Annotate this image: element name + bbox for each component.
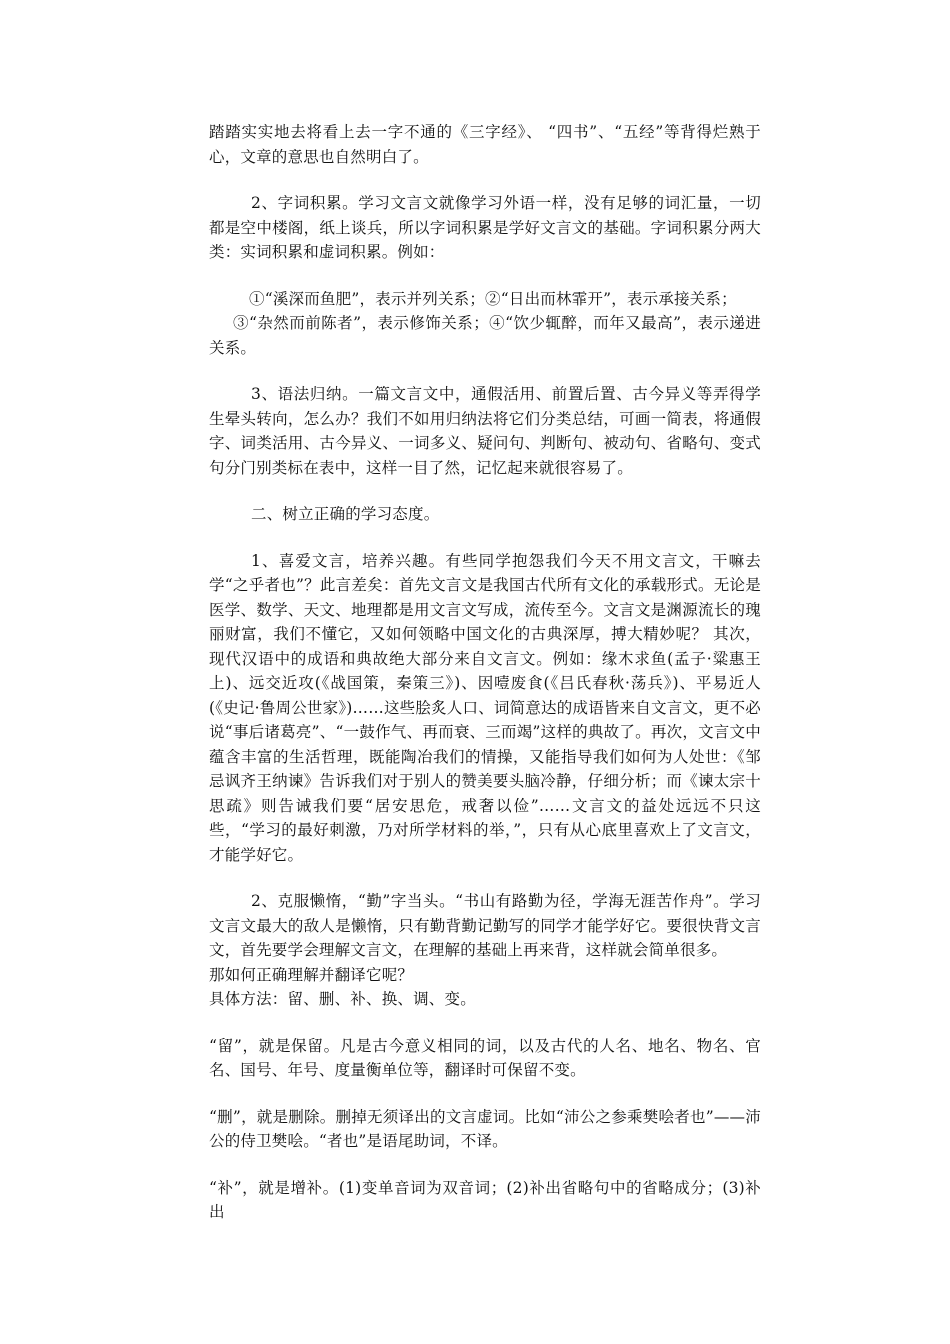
example-list — [209, 287, 761, 361]
paragraph-method-delete: “删”，就是删除。删掉无须译出的文言虚词。比如“沛公之参乘樊哙者也”——沛公的侍卫樊哙。“者也”是语尾助词，不译。 — [209, 1107, 761, 1150]
example-line-2: ③“杂然而前陈者”，表示修饰关系；④“饮少辄醉，而年又最高”，表示递进关系。 — [209, 314, 761, 357]
paragraph-recitation-end: 踏踏实实地去将看上去一字不通的《三字经》、 “四书”、“五经”等背得烂熟于心，文章的意思也自然明白了。 — [209, 123, 761, 166]
paragraph-vocabulary-accumulation: 2、字词积累。学习文言文就像学习外语一样，没有足够的词汇量，一切都是空中楼阁，纸上谈兵，所以字词积累是学好文言文的基础。字词积累分两大类：实词积累和虚词积累。例如： — [209, 194, 761, 261]
section-heading-attitude: 二、树立正确的学习态度。 — [251, 505, 440, 523]
document-body — [209, 120, 761, 1225]
paragraph-overcome-laziness: 2、克服懒惰，“勤”字当头。“书山有路勤为径，学海无涯苦作舟”。学习文言文最大的敌人是懒惰，只有勤背勤记勤写的同学才能学好它。要很快背文言文，首先要学会理解文言文，在理解的基础上再来背，这样就会简单很多。 — [209, 892, 761, 959]
paragraph-methods: 具体方法：留、删、补、换、调、变。 — [209, 990, 476, 1008]
example-line-1: ①“溪深而鱼肥”，表示并列关系；②“日出而林霏开”，表示承接关系； — [249, 289, 737, 308]
paragraph-how-to-translate: 那如何正确理解并翻译它呢？ — [209, 965, 414, 984]
paragraph-grammar-induction: 3、语法归纳。一篇文言文中，通假活用、前置后置、古今异义等弄得学生晕头转向，怎么办？我们不如用归纳法将它们分类总结，可画一简表，将通假字、词类活用、古今异义、一词多义、疑问句、判断句、被动句、省略句、变式句分门别类标在表中，这样一目了然，记忆起来就很容易了。 — [209, 385, 761, 477]
paragraph-method-keep: “留”，就是保留。凡是古今意义相同的词，以及古代的人名、地名、物名、官名、国号、年号、度量衡单位等，翻译时可保留不变。 — [209, 1036, 761, 1079]
paragraph-love-classical-chinese: 1、喜爱文言，培养兴趣。有些同学抱怨我们今天不用文言文，干嘛去学“之乎者也”？此言差矣：首先文言文是我国古代所有文化的承载形式。无论是医学、数学、天文、地理都是用文言文写成，流传至今。文言文是渊源流长的瑰丽财富，我们不懂它，又如何领略中国文化的古典深厚，搏大精妙呢？ 其次，现代汉语中的成语和典故绝大部分来自文言文。例如：缘木求鱼(孟子·粱惠王上)、远交近攻(《战国策，秦策三》)、因噎废食(《吕氏春秋·荡兵》)、平易近人(《史记·鲁周公世家》)……这些脍炙人口、词简意达的成语皆来自文言文，更不必说“事后诸葛亮”、“一鼓作气、再而衰、三而竭”这样的典故了。再次，文言文中蕴含丰富的生活哲理，既能陶冶我们的情操，又能指导我们如何为人处世：《邹忌讽齐王纳谏》告诉我们对于别人的赞美要头脑冷静，仔细分析；而《谏太宗十思疏》则告诫我们要“居安思危，戒奢以俭”……文言文的益处远远不只这些，“学习的最好刺激，乃对所学材料的举，”，只有从心底里喜欢上了文言文，才能学好它。 — [209, 551, 761, 864]
paragraph-method-supplement: “补”，就是增补。(1)变单音词为双音词；(2)补出省略句中的省略成分；(3)补出 — [209, 1178, 761, 1221]
